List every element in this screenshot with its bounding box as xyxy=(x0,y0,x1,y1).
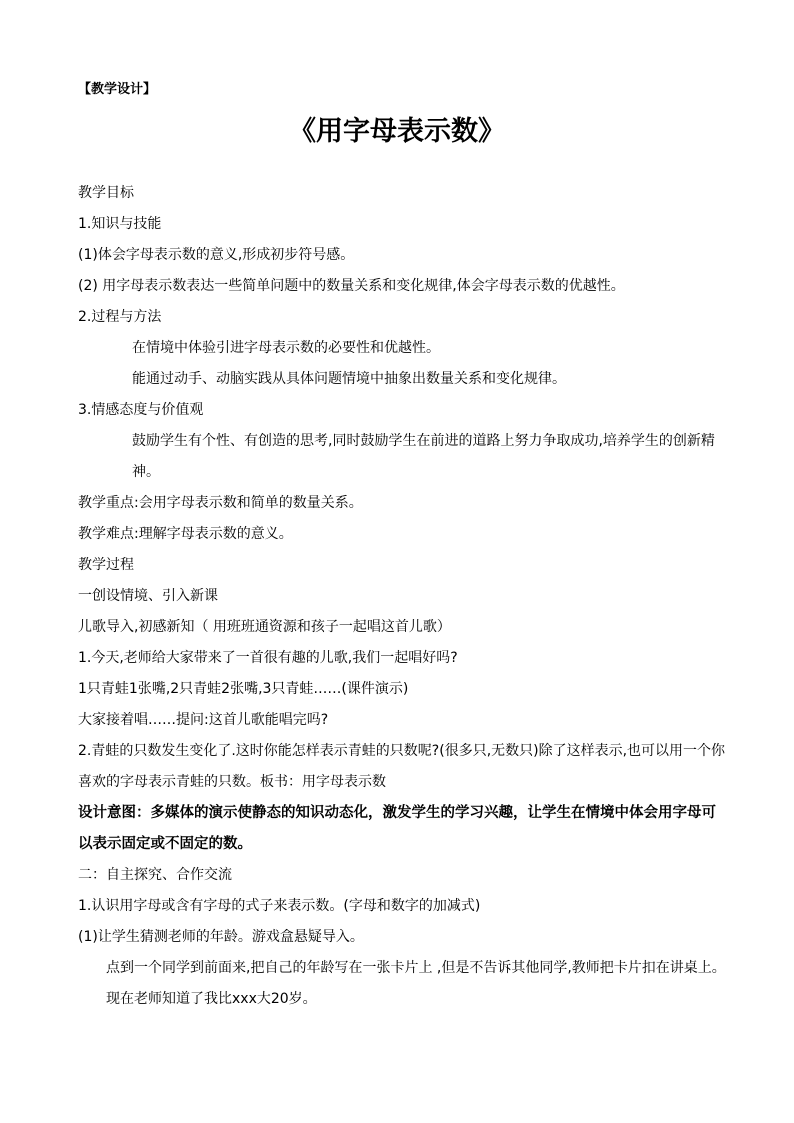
doc-body xyxy=(78,178,726,1015)
subheading-attitude: 3.情感态度与价值观 xyxy=(78,402,204,418)
paragraph: 能通过动手、动脑实践从具体问题情境中抽象出数量关系和变化规律。 xyxy=(132,371,566,387)
paragraph: 鼓励学生有个性、有创造的思考,同时鼓励学生在前进的道路上努力争取成功,培养学生的创新精神。 xyxy=(132,433,715,480)
section-heading-process: 教学过程 xyxy=(78,557,134,573)
paragraph: 1只青蛙1张嘴,2只青蛙2张嘴,3只青蛙……(课件演示) xyxy=(78,681,409,697)
paragraph: 大家接着唱……提问:这首儿歌能唱完吗? xyxy=(78,712,329,728)
paragraph: 在情境中体验引进字母表示数的必要性和优越性。 xyxy=(132,340,440,356)
key-point: 教学重点:会用字母表示数和简单的数量关系。 xyxy=(78,495,363,511)
section-heading-objectives: 教学目标 xyxy=(78,185,134,201)
doc-tag: 【教学设计】 xyxy=(78,82,157,97)
paragraph: 儿歌导入,初感新知（ 用班班通资源和孩子一起唱这首儿歌） xyxy=(78,619,451,635)
subheading-knowledge: 1.知识与技能 xyxy=(78,216,162,232)
paragraph: 点到一个同学到前面来,把自己的年龄写在一张卡片上 ,但是不告诉其他同学,教师把卡片扣在讲桌上。现在老师知道了我比xxx大20岁。 xyxy=(106,960,726,1007)
paragraph: 2.青蛙的只数发生变化了.这时你能怎样表示青蛙的只数呢?(很多只,无数只)除了这样表示,也可以用一个你喜欢的字母表示青蛙的只数。板书：用字母表示数 xyxy=(78,743,726,790)
subheading-process: 2.过程与方法 xyxy=(78,309,162,325)
doc-title: 《用字母表示数》 xyxy=(289,116,505,147)
step-heading: 二：自主探究、合作交流 xyxy=(78,867,232,883)
step-heading: 一创设情境、引入新课 xyxy=(78,588,218,604)
design-intent: 设计意图：多媒体的演示使静态的知识动态化，激发学生的学习兴趣，让学生在情境中体会用字母可以表示固定或不固定的数。 xyxy=(78,805,716,852)
difficult-point: 教学难点:理解字母表示数的意义。 xyxy=(78,526,293,542)
paragraph: (2) 用字母表示数表达一些简单问题中的数量关系和变化规律,体会字母表示数的优越性。 xyxy=(78,278,625,294)
paragraph: (1)让学生猜测老师的年龄。游戏盒悬疑导入。 xyxy=(78,929,364,945)
paragraph: (1)体会字母表示数的意义,形成初步符号感。 xyxy=(78,247,355,263)
paragraph: 1.认识用字母或含有字母的式子来表示数。(字母和数字的加减式) xyxy=(78,898,481,914)
paragraph: 1.今天,老师给大家带来了一首很有趣的儿歌,我们一起唱好吗? xyxy=(78,650,458,666)
